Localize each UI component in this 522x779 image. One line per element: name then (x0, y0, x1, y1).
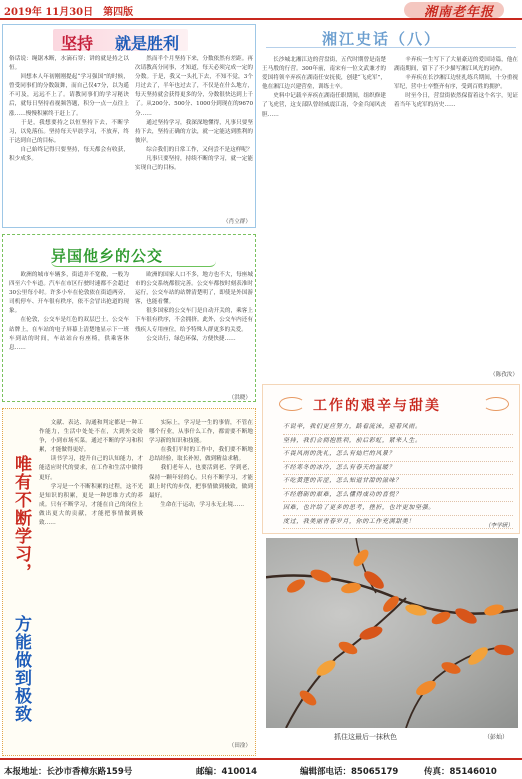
article-body-col-1: 长沙城北湘江边的营盘街，五代时期曾是南楚王马殷的行营。300年前，南宋有一位文武兼才的爱国将领辛弃疾在湖南任安抚使，创建“飞虎军”，他在湘江边兴建营垒，训练士卒。 史料中记载辛弃疾在湖南任职期间，组织修建了飞虎营，这支部队曾经威震江南，令金兵闻风丧胆…… (262, 57, 386, 118)
article-persistence (2, 24, 256, 228)
vertical-title-1: 唯有不断学习， (11, 455, 31, 581)
poem-line: 不经寒冬的冰冷，怎么有春天的温暖？ (283, 462, 513, 476)
article-author: （肖立群） (223, 219, 251, 225)
article-body-col-1: 欧洲的城市车辆多，街道并不宽敞，一般为四至六个车道。汽车在市区行驶时速都不会超过30公里每小时。许多小车在伦敦依在街道两旁，司机停车、开车很有秩序，依不会冒出抢道的现象。 在伦敦，公交车是红色的双层巴士，公交车站牌上，在车站的电子屏幕上清楚地显示下一班车到站的时间，车站站台有座椅，供乘客休息…… (9, 272, 129, 351)
article-body-col-1: 文献、表达、沟通和判定都是一种工作能力，生活中处处不在，大到外交纷争，小到市场买菜。通过不断的学习和积累，才能做得更好。 读书学习，提升自己的认知能力，才能适应时代的要求，在工作和生活中做得更好。 学习是一个不断积累的过程，这不光是知识的积累，更是一种思维方式的养成。只有不断学习，才能在自己的岗位上做出更大的贡献，才能把事情做到极致…… (39, 420, 143, 527)
article-foreign-bus (2, 234, 256, 402)
footer-edit-phone: 编辑部电话：85065179 (300, 767, 399, 777)
footer-postcode: 邮编：410014 (196, 767, 257, 777)
poem-body (283, 421, 513, 529)
poem-line: 不经磨砺的艰难，怎么懂得成功的喜悦？ (283, 489, 513, 503)
poem-line: 不说辛，我们更应努力，路看流沫，迎着风雨。 (283, 421, 513, 435)
title-text: 异国他乡的公交 (51, 247, 164, 265)
article-body-col-2: 然而半个月坚持下来，分数依然有差距。再次请教高分同事，才知道，每天必须完成一定的分数。于是，我又一头扎下去，不知不觉，3个月过去了，半年也过去了，不仅是在什么地方，每天坚持就会获得更多的分，分数很快达到上千了。从200分、500分、1000分到现在的9670分…… 通过坚持学习，我深深地懂得，凡事只要坚持下去，坚持正确的方法，就一定能达到胜利的彼岸。 综合我们的日常工作，又何尝不是这样呢？ 凡事只要坚持，持续不断的学习，就一定能实现自己的目标。 (135, 56, 253, 172)
photo-caption: 抓住这最后一抹秋色 (334, 733, 397, 741)
title-part-2: 就是胜利 (115, 34, 180, 53)
article-body-col-2: 辛弃疾一生写下了大量豪迈的爱国诗篇，他在湖南期间，留下了不少描写湘江风光的词作。 辛弃疾在长沙湘江边驻扎练兵期间，十分重视军纪，营中士卒整齐有序，受到百姓的拥护。 时至今日，营盘街依然保留着这个名字，见证着当年飞虎军的历史…… (394, 57, 518, 109)
poem-title: 工作的艰辛与甜美 (313, 398, 441, 414)
article-body-col-1: 俗话说：绳锯木断，水滴石穿；讲的就是持之以恒。 回想本人年初刚刚提起“学习强国”的时候，曾受同事们的分数鼓舞，而自己仅47分，以为遥不可及，远远不上了。请教同事们的学习秘诀后，就每日坚持看视频答题，积分一点一点往上涨……慢慢积累终于赶上了。 于是，我想要持之以恒坚持下去，不断学习，以免落伍。坚持每天早晨学习，不放弃，终于达到自己的目标。 自己始终记得只要坚持，每天都会有收获，积少成多。 (9, 56, 129, 163)
article-author: （陈孜汝） (490, 372, 518, 378)
autumn-leaves-photo (266, 538, 518, 728)
swirl-right-icon (483, 397, 509, 411)
article-body-col-2: 欧洲的国家人口不多，地方也不大，每座城市的公交系统都很完善。公交车都按时刻表准时运行，公交车站的站牌清楚明了，即使是外国游客，也能看懂。 很多国家的公交车门是自动开关的，乘客上下车很有秩序，不会拥挤。此外，公交车内还有残疾人专用座位，给予特殊人群更多的关爱。 公交出行，绿色环保，方便快捷…… (135, 272, 253, 342)
poem-line: 不吃黄莲的苦涩，怎么知道甘甜的滋味？ (283, 475, 513, 489)
poem-line: 度过，我美丽青春岁月，你的工作充满甜美！ (283, 516, 513, 530)
photo-credit: （彭灿） (484, 734, 509, 741)
footer-address: 本报地址：长沙市香樟东路159号 (4, 767, 133, 777)
article-persistence-title (53, 29, 188, 51)
article-author: （洪晓） (228, 395, 251, 401)
article-keep-learning (2, 408, 256, 756)
article-foreign-bus-title (51, 245, 221, 267)
autumn-leaves-illustration (266, 538, 518, 728)
issue-date: 2019年 11月30日 第四版 (4, 7, 134, 18)
footer-fax: 传真：85146010 (424, 767, 497, 777)
poem-line: 不畏风雨的洗礼，怎么有灿烂的风景？ (283, 448, 513, 462)
title-swirl-decoration (51, 261, 216, 267)
vertical-title-2: 方能做到极致 (11, 615, 31, 723)
page-header (0, 0, 522, 20)
article-author: （田淦） (228, 743, 251, 749)
poem-author: （李学研） (485, 523, 513, 529)
title-part-1: 坚持 (61, 34, 94, 53)
title-underline (266, 46, 516, 48)
article-xiangjiang-history (262, 24, 520, 380)
page-footer (0, 758, 522, 779)
article-xiangjiang-title (322, 28, 452, 50)
swirl-left-icon (279, 397, 305, 411)
poem-line: 因难，也许给了更多的思考，挫折，也许更加坚强。 (283, 502, 513, 516)
title-text: 湘江史话（八） (322, 30, 442, 48)
poem-line: 坚持，我们会拥抱胜利，前后彩虹，紧来人生。 (283, 435, 513, 449)
article-work-poem (262, 384, 520, 534)
newspaper-logo: 湘南老年报 (423, 5, 494, 20)
article-body-col-2: 实际上，学习是一生的事情，不管在哪个行业，从事什么工作，都需要不断地学习新的知识和技能。 在我们平时的工作中，我们要不断地总结经验，取长补短，做到精益求精。 我们老年人，也要活到老、学到老，保持一颗年轻的心。只有不断学习，才能跟上时代的步伐，把事情做到极致，做到最好。 生命在于运动，学习永无止境…… (149, 420, 253, 508)
